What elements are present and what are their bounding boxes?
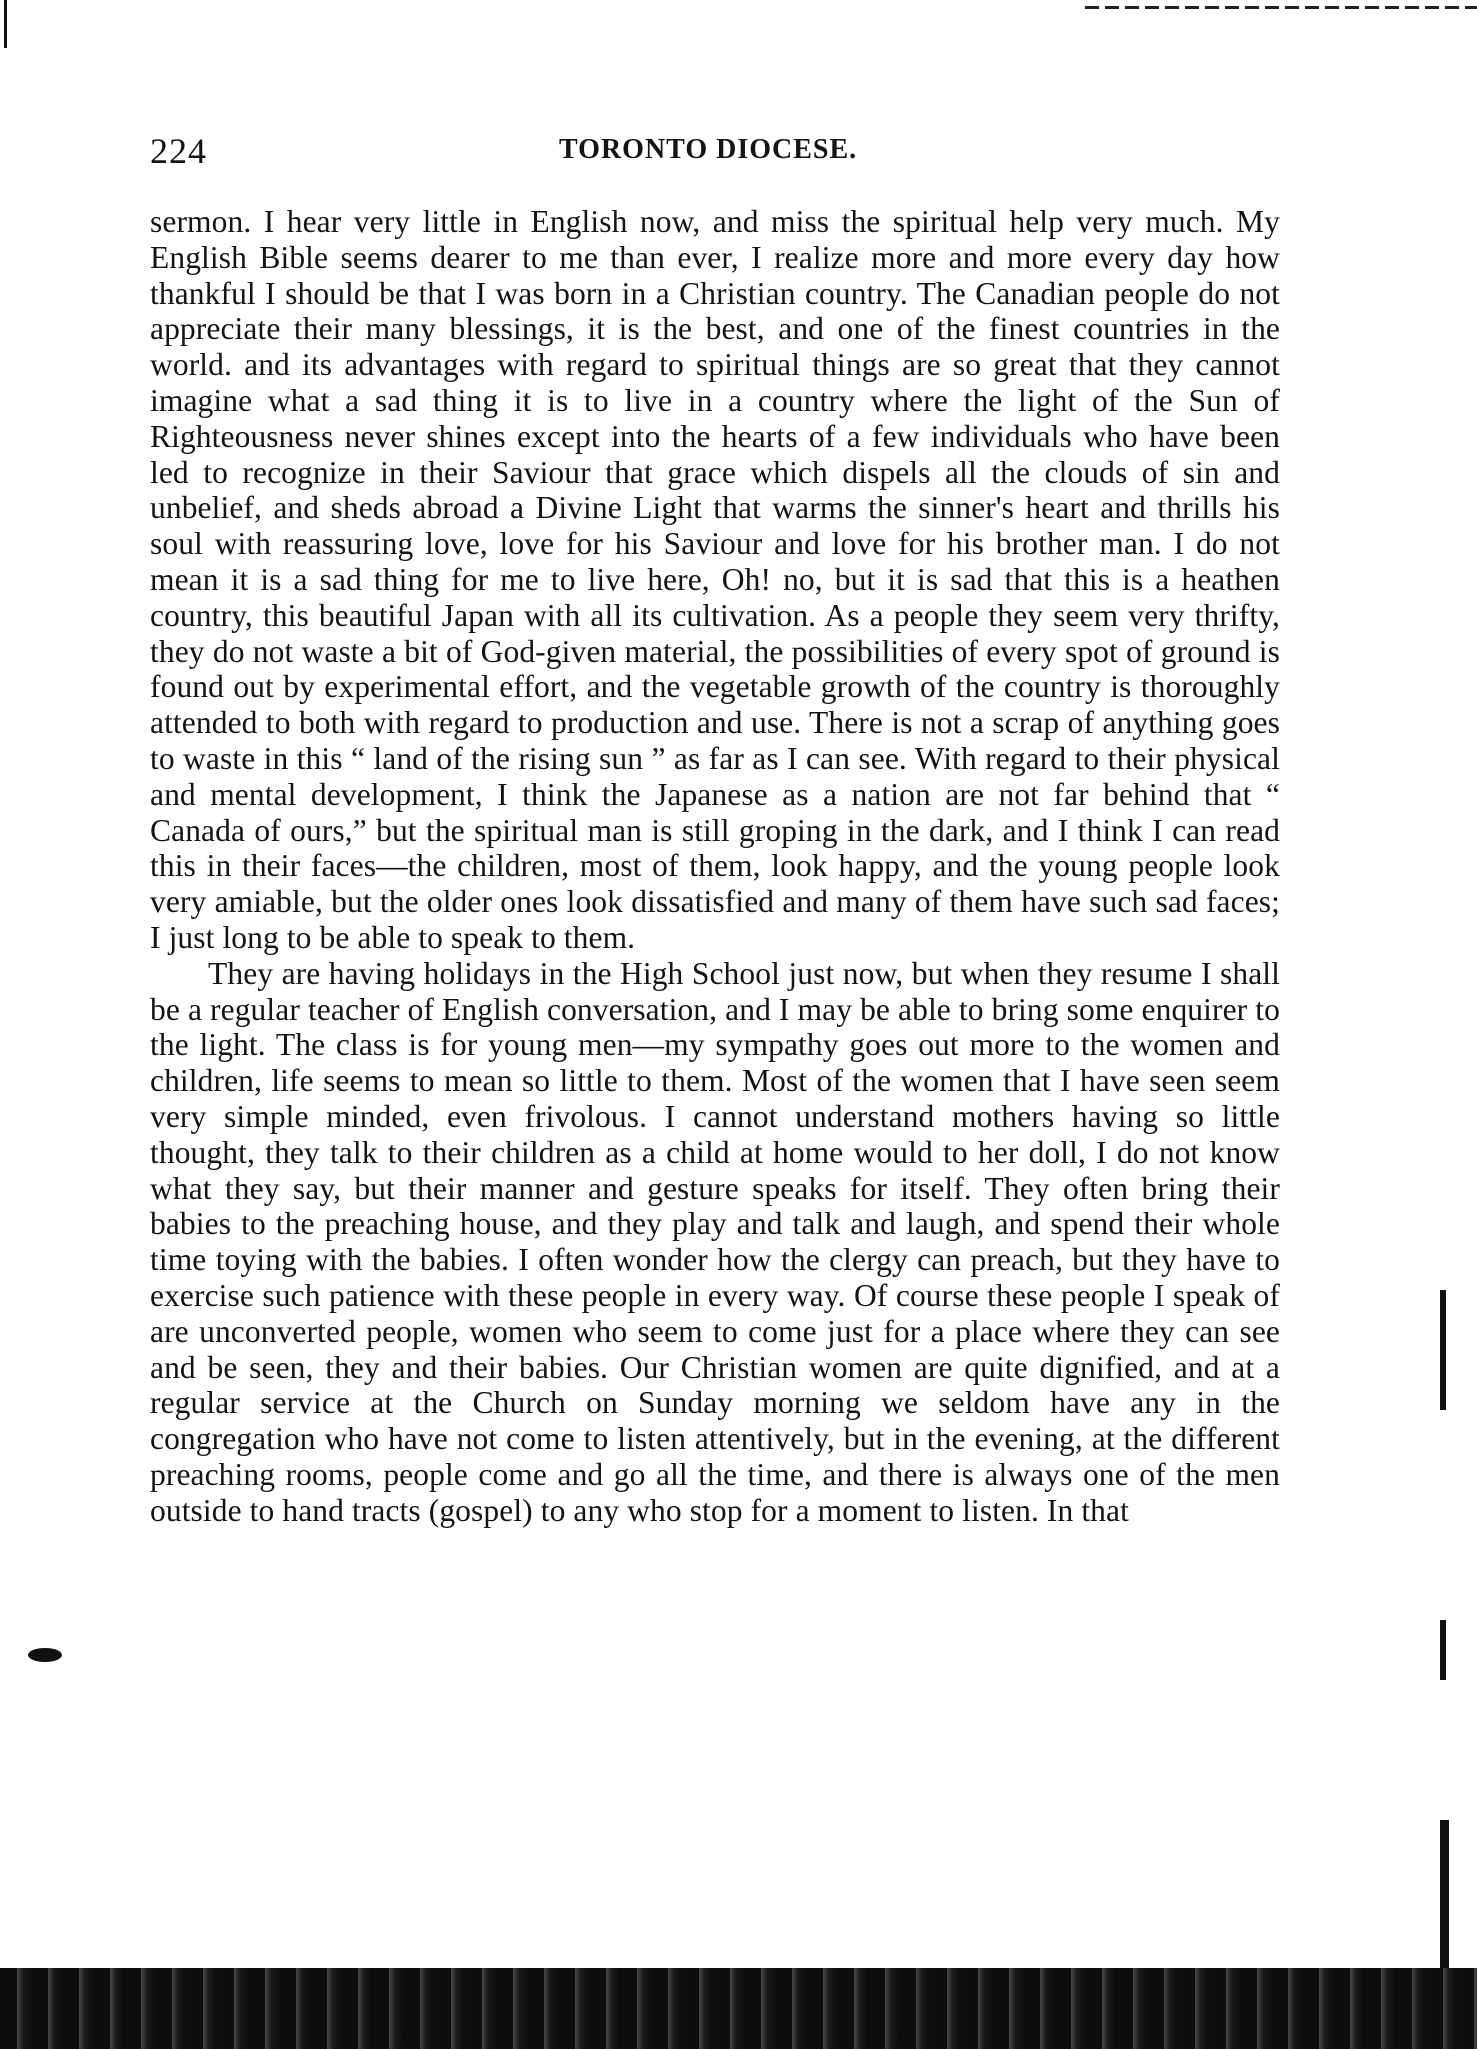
scan-top-rule (1085, 6, 1477, 9)
margin-ink-blot (28, 1648, 62, 1662)
body-text (150, 204, 1280, 1528)
scan-right-edge-mark (1440, 1820, 1449, 1970)
scan-bottom-band (0, 1968, 1477, 2049)
paragraph: They are having holidays in the High School just now, but when they resume I shall be a regular teacher of English conversation, and I may be able to bring some enquirer to the light. The class is for young men—my sympathy goes out more to the women and children, life seems to mean so little to them. Most of the women that I have seen seem very simple minded, even frivolous. I cannot understand mothers having so little thought, they talk to their children as a child at home would to her doll, I do not know what they say, but their manner and gesture speaks for itself. They often bring their babies to the preaching house, and they play and talk and laugh, and spend their whole time toying with the babies. I often wonder how the clergy can preach, but they have to exercise such patience with these people in every way. Of course these people I speak of are unconverted people, women who seem to come just for a place where they can see and be seen, they and their babies. Our Christian women are quite dignified, and at a regular service at the Church on Sunday morning we seldom have any in the congregation who have not come to listen attentively, but in the evening, at the different preaching rooms, people come and go all the time, and there is always one of the men outside to hand tracts (gospel) to any who stop for a moment to listen. In that (150, 955, 1280, 1528)
scan-right-edge-mark (1440, 1620, 1446, 1680)
paragraph: sermon. I hear very little in English now, and miss the spiritual help very much. My English Bible seems dearer to me than ever, I realize more and more every day how thankful I should be that I was born in a Christian country. The Canadian people do not appreciate their many blessings, it is the best, and one of the finest countries in the world. and its advantages with regard to spiritual things are so great that they cannot imagine what a sad thing it is to live in a country where the light of the Sun of Righteousness never shines except into the hearts of a few individuals who have been led to recognize in their Saviour that grace which dispels all the clouds of sin and unbelief, and sheds abroad a Divine Light that warms the sinner's heart and thrills his soul with reassuring love, love for his Saviour and love for his brother man. I do not mean it is a sad thing for me to live here, Oh! no, but it is sad that this is a heathen country, this beautiful Japan with all its cultivation. As a people they seem very thrifty, they do not waste a bit of God-given material, the possibilities of every spot of ground is found out by experimental effort, and the vegetable growth of the country is thoroughly attended to both with regard to production and use. There is not a scrap of anything goes to waste in this “ land of the rising sun ” as far as I can see. With regard to their physical and mental development, I think the Japanese as a nation are not far behind that “ Canada of ours,” but the spiritual man is still groping in the dark, and I think I can read this in their faces—the children, most of them, look happy, and the young people look very amiable, but the older ones look dissatisfied and many of them have such sad faces; I just long to be able to speak to them. (150, 204, 1280, 955)
page-number: 224 (150, 131, 207, 171)
scan-right-edge-mark (1440, 1290, 1446, 1410)
running-head: TORONTO DIOCESE. (559, 134, 858, 165)
page-header (150, 130, 1280, 180)
scan-left-edge (4, 0, 7, 48)
